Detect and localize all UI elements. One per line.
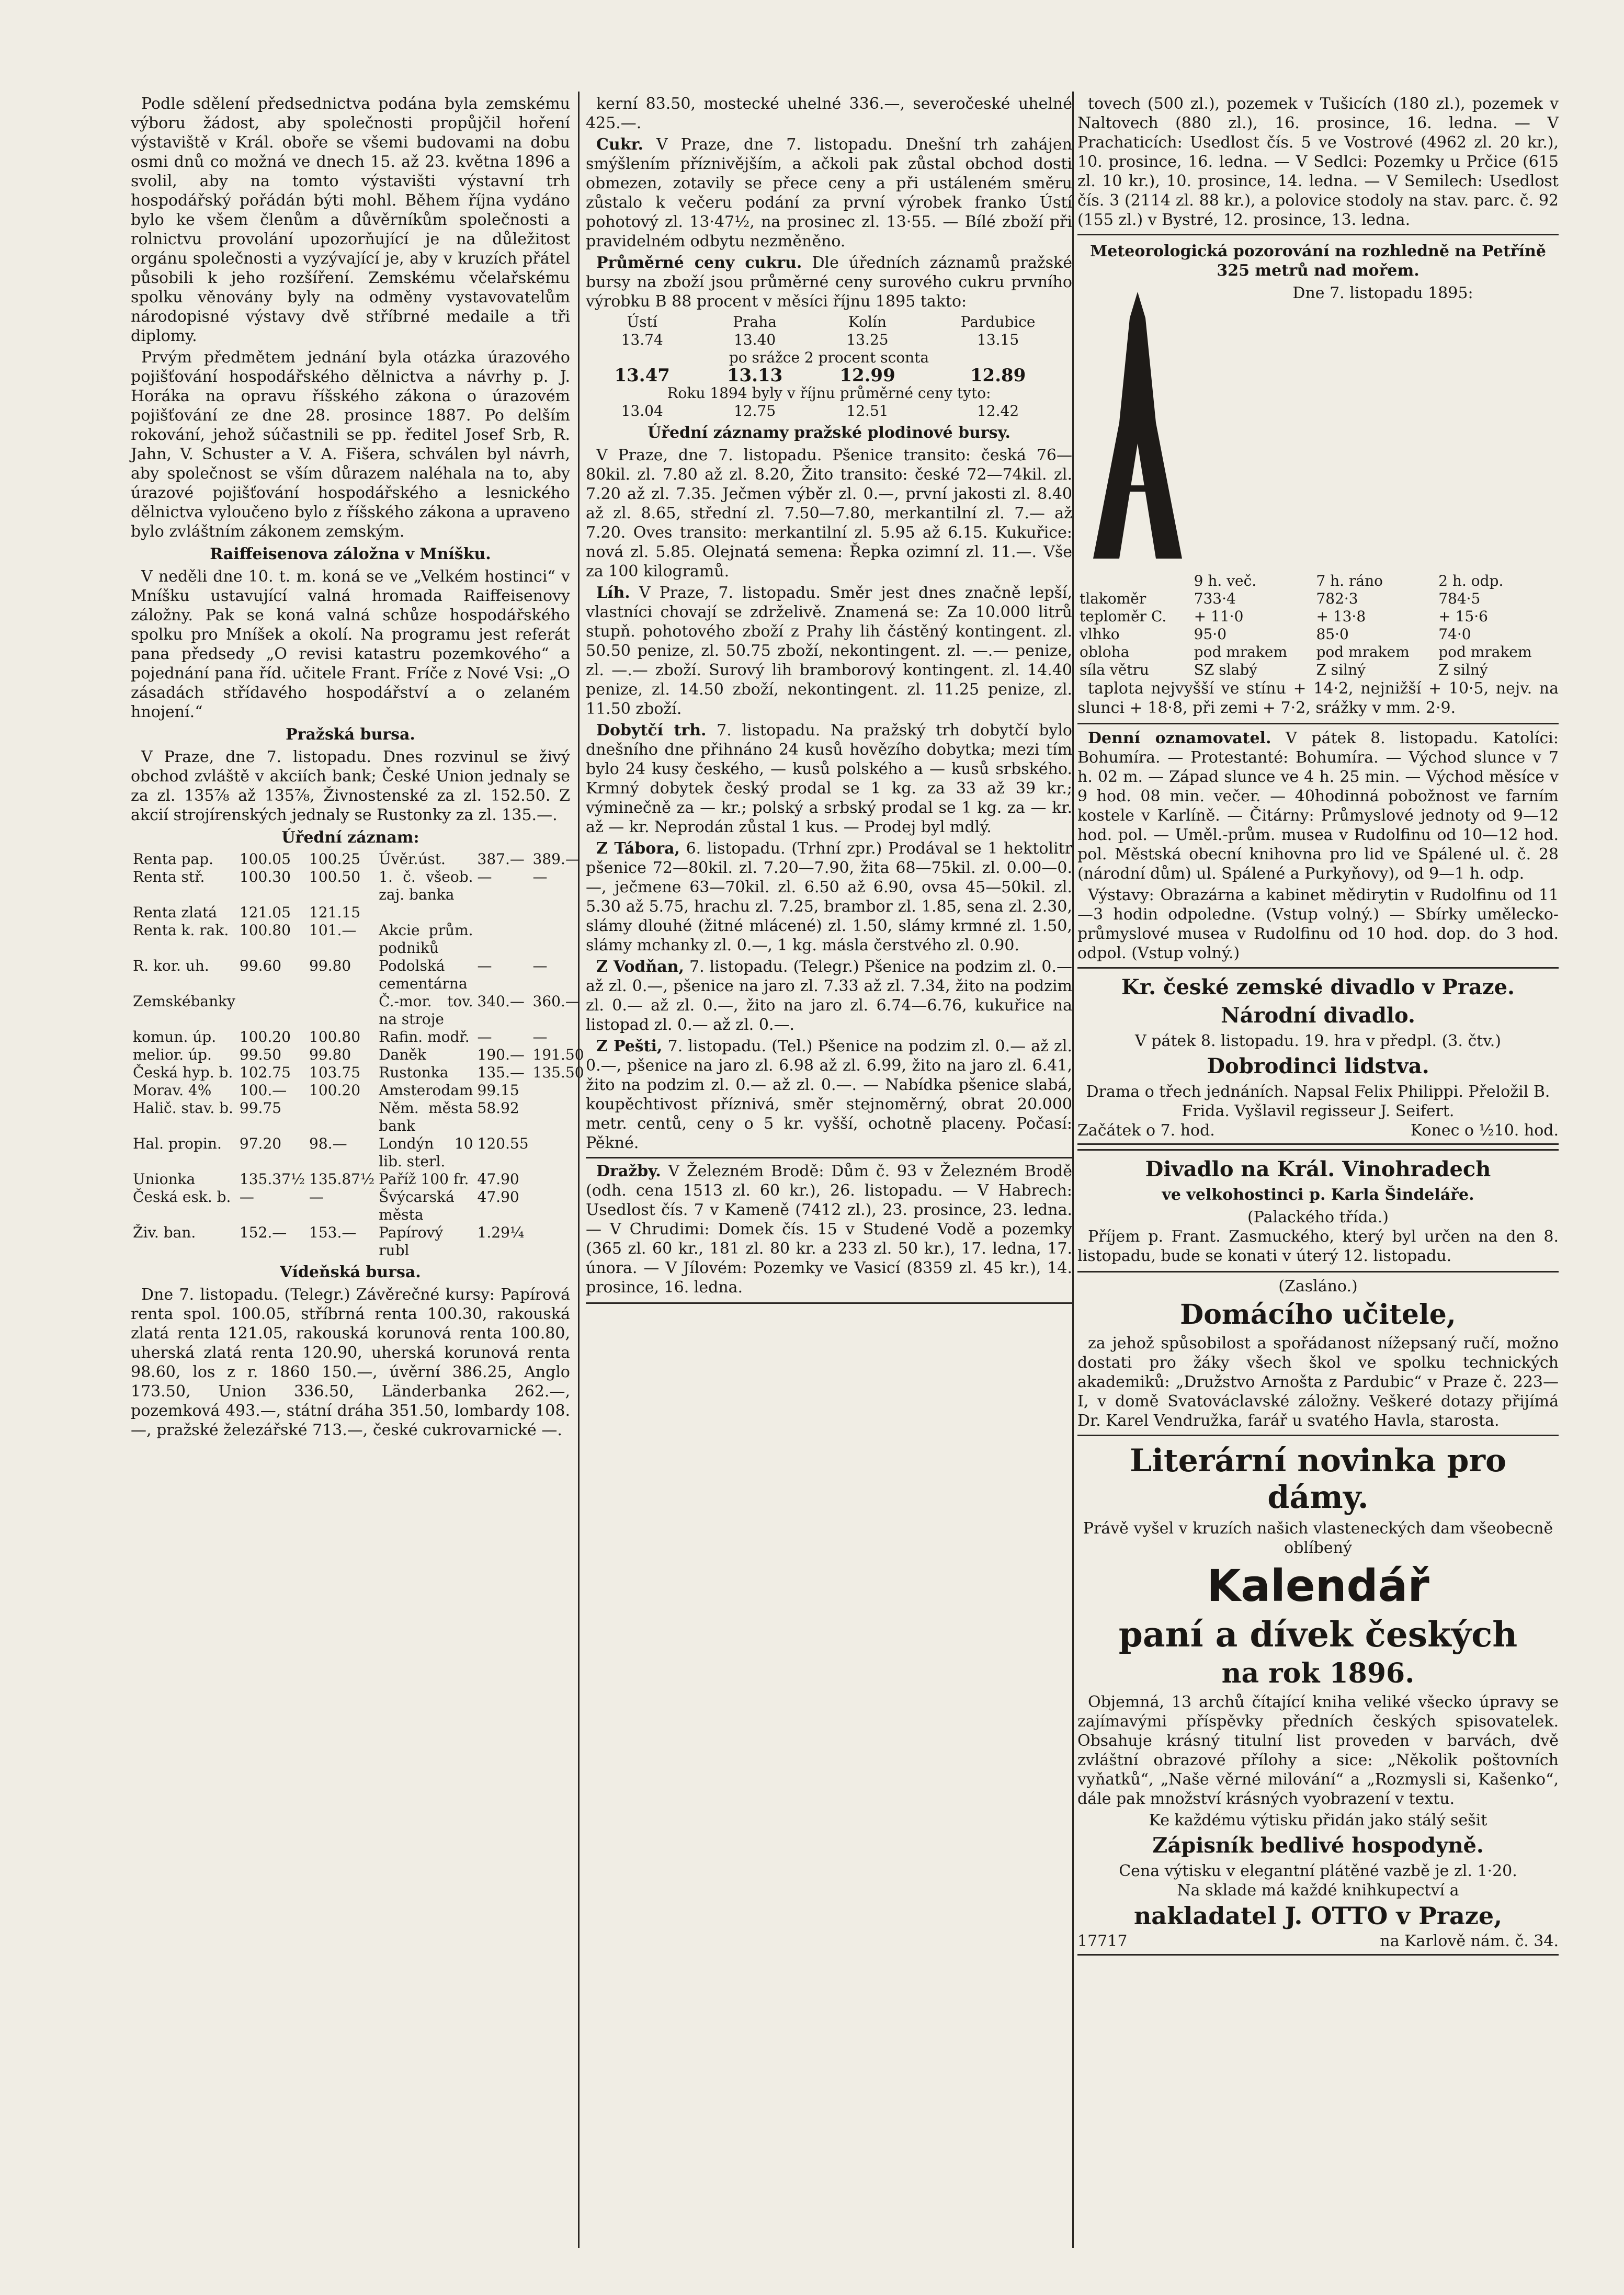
quotes-heading: Úřední záznam: <box>281 828 419 847</box>
tutor-text: za jehož spůsobilost a spořádanost nížepsaný ručí, možno dostati pro žáky všech škol ve spolku technických akademiků: „Družstvo Arnošta z Pardubic“ v Praze č. 223—I, v domě Svatováclavské záložny. Veškeré dotazy přijímá Dr. Karel Vendružka, farář u svatého Havla, starosta. <box>1077 1334 1559 1430</box>
table-cell: 100.— <box>239 1082 287 1099</box>
table-cell: 47.90 <box>477 1171 519 1188</box>
table-cell: — <box>477 868 492 885</box>
calendar-title: Kalendář <box>1207 1560 1429 1611</box>
table-cell: Renta k. rak. <box>133 922 229 939</box>
column-3 <box>1077 94 1559 1960</box>
column-2 <box>586 94 1072 1308</box>
price-2: Na sklade má každé knihkupectví a <box>1177 1881 1459 1900</box>
table-cell: — <box>239 1188 254 1206</box>
table-cell <box>307 993 377 1028</box>
meteo-cell: 782·3 <box>1316 590 1358 607</box>
sugar-text <box>586 135 1072 251</box>
cell: 13.25 <box>846 331 889 348</box>
auctions-text <box>586 1162 1072 1297</box>
table-row <box>131 1135 586 1171</box>
table-row <box>131 957 586 993</box>
calendar-ad <box>1077 1435 1559 1956</box>
table-cell: — <box>477 957 492 974</box>
table-row <box>131 868 586 904</box>
theatre-box <box>1077 967 1559 1145</box>
table-cell: Akcie prům. podniků <box>379 922 473 957</box>
play-title: Dobrodinci lidstva. <box>1207 1054 1429 1078</box>
table-cell: 389.— <box>532 850 580 868</box>
vinohrady-box <box>1077 1149 1559 1273</box>
avg-sugar-heading: Průměrné ceny cukru. <box>596 254 802 272</box>
vinohrady-heading: Divadlo na Král. Vinohradech <box>1145 1157 1491 1181</box>
cell: 12.42 <box>977 402 1019 419</box>
year-note: Roku 1894 byly v říjnu průměrné ceny tyto: <box>667 384 991 402</box>
table-row <box>131 922 586 957</box>
exhibitions-text: Výstavy: Obrazárna a kabinet mědirytin v Rudolfinu od 11—3 hodin odpoledne. (Vstup volný.) — Sbírky umělecko-průmyslové musea v Rudolfinu od 10 hod. dop. do 3 hod. odpol. (Vstup volný.) <box>1077 886 1559 962</box>
tabor-heading: Z Tábora, <box>596 839 680 858</box>
meteo-row <box>1077 590 1559 608</box>
table-cell <box>531 1099 586 1135</box>
tabor-body: 6. listopadu. (Trhní zpr.) Prodával se 1 hektolitr pšenice 72—80kil. zl. 7.20—7.90, žita 68—75kil. zl. 0.00—0.—, ječmene 63—70kil. zl. 6.50 až 6.90, ovsa 45—50kil. zl. 5.30 až 5.75, hrachu zl. 7.25, brambor zl. 1.85, sena zl. 2.30, slámy dlouhé (žitné mlácené) zl. 1.50, slámy krmné zl. 1.50, slámy mchanky zl. 0.—, 1 kg. másla čerstvého zl. 0.90. <box>586 839 1072 955</box>
table-cell: 99.15 <box>477 1082 519 1099</box>
calendar-desc: Objemná, 13 archů čítající kniha veliké všecko úpravy se zajímavými příspěvky předních českých spisovatelek. Obsahuje krásný titulní list proveden v barvách, dvě zvláštní obrazové přílohy a sice: „Několik poštovních vyňatků“, „Naše věrné milování“ a „Rozmysli si, Kašenko“, dále pak množství krásných vyobrazení v textu. <box>1077 1693 1559 1808</box>
meteo-cell: teploměr C. <box>1080 608 1167 625</box>
table-row <box>131 850 586 868</box>
coal-text: kerní 83.50, mostecké uhelné 336.—, severočeské uhelné 425.—. <box>586 95 1072 132</box>
meteo-cell: síla větru <box>1080 661 1149 678</box>
column-rule <box>1072 92 1074 2248</box>
produce-heading: Úřední záznamy pražské plodinové bursy. <box>648 424 1010 442</box>
table-cell: 135.37½ <box>239 1171 305 1188</box>
table-cell <box>531 1171 586 1188</box>
table-row <box>131 1082 586 1099</box>
tabor-text <box>586 839 1072 955</box>
vienna-bourse-text: Dne 7. listopadu. (Telegr.) Závěrečné kursy: Papírová renta spol. 100.05, stříbrná renta 100.30, rakouská zlatá renta 121.05, rakouská korunová renta 100.80, uherská zlatá renta 120.90, uherská korunová renta 98.60, los z r. 1860 150.—, úvěrní 386.25, Anglo 173.50, Union 336.50, Länderbanka 262.—, pozemková 493.—, státní dráha 351.50, lombardy 108.—, pražské železářské 713.—, české cukrovarnické —. <box>131 1286 570 1439</box>
theatre-heading: Kr. české zemské divadlo v Praze. <box>1121 975 1515 999</box>
petrin-tower-icon <box>1077 287 1198 569</box>
table-cell: 100.20 <box>239 1028 291 1046</box>
table-cell: Unionka <box>133 1171 196 1188</box>
calendar-title-2: paní a dívek českých <box>1118 1614 1518 1655</box>
table-cell: 100.80 <box>309 1028 361 1046</box>
meteo-row <box>1077 608 1559 626</box>
cell: 13.15 <box>977 331 1019 348</box>
cell: 12.51 <box>846 402 889 419</box>
table-cell: 135.50 <box>532 1064 584 1081</box>
table-cell: 135.— <box>477 1064 525 1081</box>
table-cell: 340.— <box>477 993 525 1010</box>
table-cell: Rafin. modř. <box>379 1028 470 1046</box>
table-cell: Daněk <box>379 1046 426 1063</box>
table-cell: 47.90 <box>477 1188 519 1206</box>
table-cell: 98.— <box>309 1135 347 1152</box>
table-cell: Podolská cementárna <box>379 957 468 992</box>
sugar-table <box>586 313 1072 420</box>
table-cell: Česká hyp. b. <box>133 1064 233 1081</box>
literary-heading: Literární novinka pro dámy. <box>1129 1442 1507 1516</box>
announcer-heading: Denní oznamovatel. <box>1088 729 1271 747</box>
literary-sub: Právě vyšel v kruzích našich vlasteneckých dam všeobecně oblíbený <box>1083 1519 1553 1557</box>
meteo-heading: Meteorologická pozorování na rozhledně na Petříně 325 metrů nad mořem. <box>1090 242 1546 280</box>
meteo-cell: SZ slabý <box>1194 661 1257 678</box>
meteo-row <box>1077 643 1559 661</box>
table-cell: R. kor. uh. <box>133 957 209 974</box>
auctions-body: V Železném Brodě: Dům č. 93 v Železném Brodě (odh. cena 1513 zl. 60 kr.), 26. listopadu. — V Habrech: Usedlost čís. 7 v Kameně (7412 zl.), 23. prosince, 23. ledna. — V Chrudimi: Domek čís. 15 v Studené Vodě a pozemky (365 zl. 60 kr., 181 zl. 80 kr. a 233 zl. 50 kr.), 17. ledna, 17. února. — V Jílovém: Pozemky ve Vasicí (8359 zl. 45 kr.), 14. prosince, 16. ledna. <box>586 1162 1072 1297</box>
cattle-heading: Dobytčí trh. <box>596 721 707 740</box>
table-row <box>131 1046 586 1064</box>
cell: 13.13 <box>726 365 783 386</box>
meteo-cell: + 15·6 <box>1438 608 1488 625</box>
cell: 12.89 <box>970 365 1026 386</box>
table-cell: 152.— <box>239 1224 287 1241</box>
meteo-cell: obloha <box>1080 643 1130 661</box>
table-cell: komun. úp. <box>133 1028 217 1046</box>
city: Ústí <box>627 313 657 331</box>
table-cell: Renta zlatá <box>133 904 217 921</box>
table-cell: Papírový rubl <box>379 1224 444 1259</box>
start-time: Začátek o 7. hod. <box>1077 1121 1215 1140</box>
vodnany-heading: Z Vodňan, <box>596 958 684 976</box>
zaslano: (Zasláno.) <box>1278 1277 1358 1296</box>
meteo-cell: vlhko <box>1080 626 1120 643</box>
meteo-cell: 85·0 <box>1316 626 1349 643</box>
meteo-cell: pod mrakem <box>1438 643 1532 661</box>
table-cell: melior. úp. <box>133 1046 212 1063</box>
meteo-cell: + 11·0 <box>1194 608 1244 625</box>
table-cell: Č.-mor. tov. na stroje <box>379 993 473 1028</box>
produce-text: V Praze, dne 7. listopadu. Pšenice transito: česká 76—80kil. zl. 7.80 až zl. 8.20, Žito transito: české 72—74kil. zl. 7.20 až zl. 7.35. Ječmen výběr zl. 0.—, první jakosti zl. 8.40 až zl. 8.65, střední zl. 7.50—7.80, merkantilní zl. 7.— až 7.20. Oves transito: merkantilní zl. 5.95 až 6.15. Kukuřice: nová zl. 5.85. Olejnatá semena: Řepka ozimní zl. 11.—. Vše za 100 kilogramů. <box>586 446 1072 581</box>
meteo-cell: 733·4 <box>1194 590 1236 607</box>
cell: 13.74 <box>621 331 663 348</box>
table-cell: Renta pap. <box>133 850 213 868</box>
table-cell: Morav. 4% <box>133 1082 212 1099</box>
table-cell: 99.60 <box>239 957 282 974</box>
table-cell: 190.— <box>477 1046 525 1063</box>
table-cell: — <box>532 1028 548 1046</box>
meteo-cell: + 13·8 <box>1316 608 1366 625</box>
meteo-cell: pod mrakem <box>1194 643 1287 661</box>
table-cell: 1.29¼ <box>477 1224 525 1241</box>
meteo-row <box>1077 661 1559 679</box>
meteo-cell: Z silný <box>1316 661 1366 678</box>
table-cell: 101.— <box>309 922 357 939</box>
table-cell <box>377 904 475 922</box>
pest-text <box>586 1037 1072 1153</box>
announcer-text <box>1077 729 1559 883</box>
table-cell: Amsterodam <box>379 1082 473 1099</box>
city: Kolín <box>848 313 887 331</box>
meteo-row <box>1077 626 1559 643</box>
table-cell: Londýn 10 lib. sterl. <box>379 1135 473 1170</box>
play-desc: Drama o třech jednáních. Napsal Felix Philippi. Přeložil B. Frida. Vyšlavil regisseur J. Seifert. <box>1086 1083 1550 1120</box>
raiffeisen-heading: Raiffeisenova záložna v Mníšku. <box>210 545 491 563</box>
table-cell: 100.05 <box>239 850 291 868</box>
meteo-col: 2 h. odp. <box>1438 572 1504 589</box>
table-cell <box>237 993 307 1028</box>
meteo-cell: Z silný <box>1438 661 1488 678</box>
table-cell: Paříž 100 fr. <box>379 1171 469 1188</box>
raiffeisen-text: V neděli dne 10. t. m. koná se ve „Velkém hostinci“ v Mníšku ustavující valná hromada Raiffeisenovy záložny. Pak se koná valná schůze hospodářského spolku pro Mníšek a okolí. Na programu jest referát pana předsedy „O revisi katastru pozemkového“ a pojednání pana říd. učitele Frant. Fríče z Nové Vsi: „O zásadách střídavého hospodářství a o zelaném hnojení.“ <box>131 567 570 721</box>
table-cell: 191.50 <box>532 1046 584 1063</box>
publisher-address: na Karlově nám. č. 34. <box>1380 1932 1559 1950</box>
temperature-text: taplota nejvyšší ve stínu + 14·2, nejnižší + 10·5, nejv. na slunci + 18·8, při zemi + 7·2, srážky v mm. 2·9. <box>1077 679 1559 717</box>
table-cell: 121.05 <box>239 904 291 921</box>
avg-sugar-text <box>586 253 1072 311</box>
table-row <box>131 1028 586 1046</box>
table-cell: 99.80 <box>309 957 351 974</box>
table-cell: 100.80 <box>239 922 291 939</box>
table-cell <box>531 904 586 922</box>
national-theatre: Národní divadlo. <box>1221 1003 1415 1028</box>
avg-sugar-body: Dle úředních záznamů pražské bursy na zboží jsou průměrné ceny surového cukru prvního výrobku B 88 procent v měsíci říjnu 1895 takto: <box>586 254 1072 311</box>
table-cell: 99.75 <box>239 1099 282 1117</box>
table-cell: Česká esk. b. <box>133 1188 231 1206</box>
meteo-cell: 74·0 <box>1438 626 1471 643</box>
calendar-year: na rok 1896. <box>1221 1657 1415 1689</box>
table-cell <box>531 1082 586 1099</box>
prague-bourse-text: V Praze, dne 7. listopadu. Dnes rozvinul se živý obchod zvláště v akciích bank; České Union jednaly se za zl. 135⅞ až 135⅞, Živnostenské za zl. 152.50. Z akcií strojírenských jednaly se Rustonky za zl. 135.—. <box>131 748 570 824</box>
article-intro: Podle sdělení předsednictva podána byla zemskému výboru žádost, aby společnosti propůjčil hoření výstaviště v Král. oboře se všemi budovami na dobu osmi dnů co možná ve dnech 15. až 23. května 1896 a svolil, aby na tomto výstavišti výstavní trh hospodářský pořádán býti mohl. Během října vydáno bylo ke všem členům a důvěrníkům společnosti a rolnictvu provolání upozorňující je na důležitost orgánu společnosti a vyzývající je, aby v kruzích přátel působili k jeho rozšíření. Zemskému včelařskému spolku věnovány byly na odměny vystavovatelům národopisné výstavy dvě stříbrné medaile a tři diplomy. <box>131 95 570 345</box>
cell: 12.99 <box>839 365 895 386</box>
theatre-date: V pátek 8. listopadu. 19. hra v předpl. (3. čtv.) <box>1135 1032 1501 1050</box>
table-cell: 100.30 <box>239 868 291 885</box>
table-cell: Halič. stav. b. <box>133 1099 233 1117</box>
auctions-heading: Dražby. <box>596 1162 661 1180</box>
meteo-date: Dne 7. listopadu 1895: <box>1292 284 1473 302</box>
table-cell: — <box>309 1188 324 1206</box>
table-cell: Renta stř. <box>133 868 205 885</box>
table-cell: — <box>532 957 548 974</box>
table-row <box>131 1171 586 1188</box>
table-cell: — <box>477 1028 492 1046</box>
table-cell: — <box>532 868 548 885</box>
table-cell <box>307 1099 377 1135</box>
meteo-cell: 95·0 <box>1194 626 1227 643</box>
notebook-title: Zápisník bedlivé hospodyně. <box>1152 1833 1484 1858</box>
table-cell <box>475 904 531 922</box>
spirit-body: V Praze, 7. listopadu. Směr jest dnes značně lepší, vlastníci chovají se zdrželivě. Znamená se: Za 10.000 litrů stupň. pohotového zboží z Prahy lih částěný kontingent. zl. 50.50 penize, zl. 50.75 zboží, nekontingent. zl. —.— penize, zl. —.— zboží. Surový lih bramborový kontingent. zl. 14.40 penize, zl. 14.50 zboží, nekontingent. zl. 11.25 penize, zl. 11.50 zboží. <box>586 584 1072 718</box>
meteo-box <box>1077 234 1559 724</box>
table-cell: Úvěr.úst. <box>379 850 446 868</box>
table-cell: 153.— <box>309 1224 357 1241</box>
meteo-col: 9 h. več. <box>1194 572 1257 589</box>
meteo-cell: tlakoměr <box>1080 590 1146 607</box>
table-cell <box>531 922 586 957</box>
article-pojistovani: Prvým předmětem jednání byla otázka úrazového pojišťování hospodářského dělnictva a návrhy p. J. Horáka na opravu říšského zákona o úrazovém pojišťování ze dne 28. prosince 1887. Po delším rokování, jehož súčastnili se pp. ředitel Josef Srb, R. Jahn, V. Schuster a V. A. Fišera, schválen byl návrh, aby společnost se vším důrazem naléhala na to, aby úrazové pojišťování hospodářského a lesnického dělnictva vyloučeno bylo z říšského zákona a upraveno bylo zvláštním zákonem zemským. <box>131 348 570 541</box>
city: Praha <box>733 313 777 331</box>
cell: 13.40 <box>734 331 776 348</box>
cattle-body: 7. listopadu. Na pražský trh dobytčí bylo dnešního dne přihnáno 24 kusů hovězího dobytka; mezi tím bylo 24 kusy českého, — kusů polského a — kusů srbského. Krmný dobytek český prodal se 1 kg. za 33 až 39 kr.; výminečně za — kr.; polský a srbský prodal se 1 kg. za — kr. až — kr. Neprodán zůstal 1 kus. — Prodej byl mdlý. <box>586 721 1072 836</box>
meteo-cell: 784·5 <box>1438 590 1481 607</box>
table-cell: 120.55 <box>477 1135 529 1152</box>
table-cell: 121.15 <box>309 904 361 921</box>
table-cell <box>531 1188 586 1224</box>
meteo-table <box>1077 572 1559 679</box>
table-row <box>131 1188 586 1224</box>
quotes-table <box>131 850 586 1259</box>
sugar-heading: Cukr. <box>596 135 643 154</box>
table-cell: 360.— <box>532 993 580 1010</box>
auctions-box <box>586 1157 1072 1304</box>
discount-note: po srážce 2 procent sconta <box>729 349 929 366</box>
table-cell: Zemskébanky <box>133 993 235 1010</box>
bonus-note: Ke každému výtisku přidán jako stálý sešit <box>1149 1811 1487 1830</box>
vodnany-text <box>586 957 1072 1035</box>
cattle-text <box>586 721 1072 837</box>
table-row <box>131 1064 586 1082</box>
publisher: nakladatel J. OTTO v Praze, <box>1133 1902 1503 1930</box>
vinohrady-where: (Palackého třída.) <box>1247 1208 1389 1226</box>
pest-heading: Z Pešti, <box>596 1037 663 1055</box>
end-time: Konec o ½10. hod. <box>1410 1121 1559 1140</box>
table-cell: 100.25 <box>309 850 361 868</box>
table-cell: 99.80 <box>309 1046 351 1063</box>
table-cell: 100.20 <box>309 1082 361 1099</box>
pest-body: 7. listopadu. (Tel.) Pšenice na podzim zl. 0.— až zl. 0.—, pšenice na jaro zl. 6.98 až zl. 6.99, žito na jaro zl. 6.41, žito na podzim zl. 0.— až zl. 0.—. — Nabídka pšenice slabá, koupěchtivost příznivá, směr stejnoměrný, obrat 20.000 metr. centů, ceny o 5 kr. vyšší, ochotně placeny. Počasí: Pěkné. <box>586 1037 1072 1152</box>
table-cell: 103.75 <box>309 1064 361 1081</box>
table-cell: 100.50 <box>309 868 361 885</box>
spirit-heading: Líh. <box>596 584 630 602</box>
prague-bourse-heading: Pražská bursa. <box>286 725 415 744</box>
announcer-body: V pátek 8. listopadu. Katolíci: Bohumíra. — Protestanté: Bohumíra. — Východ slunce v 7 h. 02 m. — Západ slunce ve 4 h. 25 min. — Východ měsíce v 9 hod. 08 min. večer. — 40hodinná pobožnost ve farním kostele v Karlíně. — Čitárny: Průmyslové jednoty od 9—12 hod. pol. — Uměl.-prům. musea v Rudolfinu od 10—12 hod. pol. Městská obecní knihovna pro lid ve Spálené ul. č. 28 (národní dům) ul. Spálené a Purkyňovy), od 9—1 h. odp. <box>1077 729 1559 883</box>
sugar-body: V Praze, dne 7. listopadu. Dnešní trh zahájen smýšlením příznivějším, a ačkoli pak zůstal obchod dosti obmezen, zotavily se přece ceny a při ustáleném směru zůstalo k večeru podání za první výrobek franko Ústí pohotový zl. 13·47½, na prosinec zl. 13·55. — Bílé zboží při pravidelném odbytu nezměněno. <box>586 135 1072 251</box>
vinohrady-text: Příjem p. Frant. Zasmuckého, který byl určen na den 8. listopadu, bude se konati v úterý 12. listopadu. <box>1077 1228 1559 1265</box>
table-row <box>131 1224 586 1259</box>
table-row <box>131 904 586 922</box>
cell: 12.75 <box>734 402 776 419</box>
table-cell: 1. č. všeob. zaj. banka <box>379 868 473 903</box>
table-cell: Rustonka <box>379 1064 449 1081</box>
city: Pardubice <box>960 313 1036 331</box>
table-row <box>131 993 586 1028</box>
table-cell <box>531 1224 586 1259</box>
table-cell: 387.— <box>477 850 525 868</box>
meteo-col: 7 h. ráno <box>1316 572 1383 589</box>
table-cell: 58.92 <box>477 1099 519 1117</box>
table-cell: 135.87½ <box>309 1171 375 1188</box>
table-cell: 102.75 <box>239 1064 291 1081</box>
vodnany-body: 7. listopadu. (Telegr.) Pšenice na podzim zl. 0.— až zl. 0.—, pšenice na jaro zl. 7.33 až zl. 7.34, žito na podzim zl. 0.— až zl. 0.—, žito na jaro zl. 6.74—6.76, kukuřice na listopad zl. 0.— až zl. 0.—. <box>586 958 1073 1034</box>
spirit-text <box>586 583 1072 719</box>
table-cell: Něm. města bank <box>379 1099 473 1134</box>
price: Cena výtisku v elegantní plátěné vazbě je zl. 1·20. <box>1119 1862 1517 1880</box>
vienna-bourse-heading: Vídeňská bursa. <box>280 1263 421 1281</box>
table-cell: Hal. propin. <box>133 1135 222 1152</box>
tutor-heading: Domácího učitele, <box>1180 1299 1456 1331</box>
auctions-continued: tovech (500 zl.), pozemek v Tušicích (180 zl.), pozemek v Naltovech (880 zl.), 16. prosince, 16. ledna. — V Prachaticích: Usedlost čís. 5 ve Vostrové (4962 zl. 20 kr.), 10. prosince, 16. ledna. — V Sedlci: Pozemky u Prčice (615 zl. 10 kr.), 10. prosince, 14. ledna. — V Semilech: Usedlost čís. 3 (2114 zl. 88 kr.), a polovice stodoly na stav. parc. č. 92 (155 zl.) v Bystré, 12. prosince, 13. ledna. <box>1077 95 1559 229</box>
table-cell <box>531 1135 586 1171</box>
table-cell: 99.50 <box>239 1046 282 1063</box>
cell: 13.04 <box>621 402 663 419</box>
column-1 <box>131 94 584 1442</box>
table-cell: Švýcarská města <box>379 1188 455 1223</box>
table-cell: 97.20 <box>239 1135 282 1152</box>
table-cell: Živ. ban. <box>133 1224 196 1241</box>
vinohrady-sub: ve velkohostinci p. Karla Šindeláře. <box>1162 1186 1474 1204</box>
table-cell <box>475 922 531 957</box>
cell: 13.47 <box>614 365 670 386</box>
table-row <box>131 1099 586 1135</box>
meteo-cell: pod mrakem <box>1316 643 1410 661</box>
ad-number: 17717 <box>1077 1932 1128 1950</box>
